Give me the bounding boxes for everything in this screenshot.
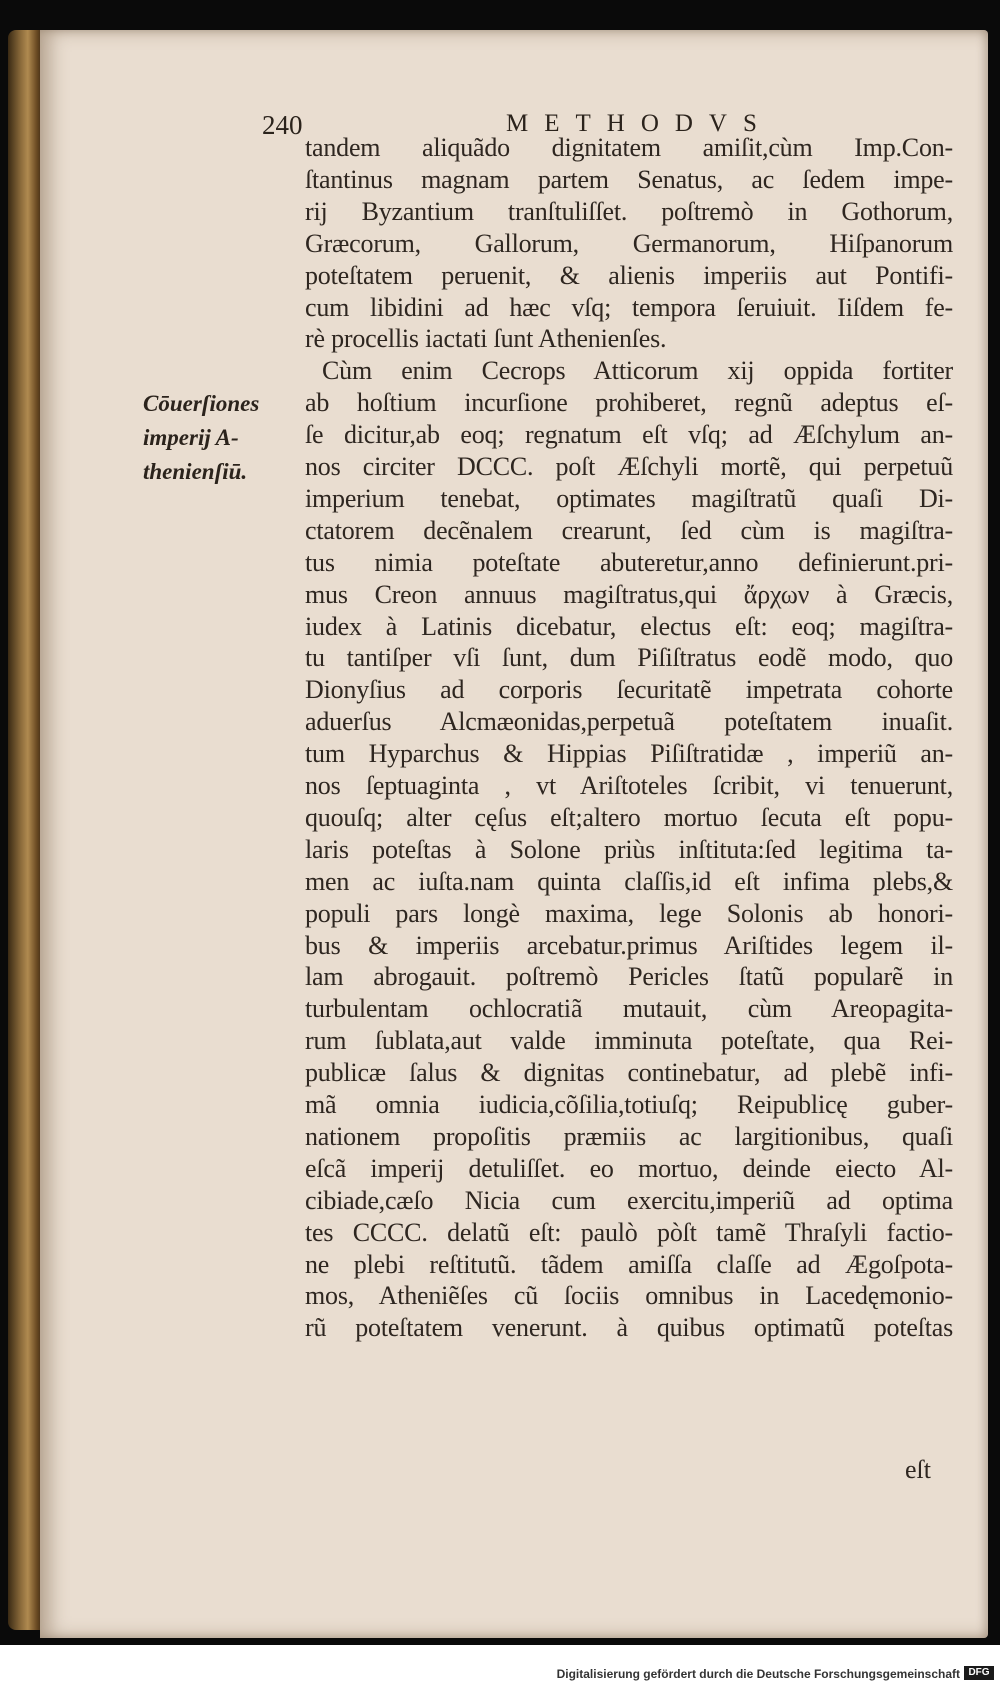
marginal-note-line: imperij A- xyxy=(143,425,239,450)
text-line: Cùm enim Cecrops Atticorum xij oppida fortiter xyxy=(322,356,953,386)
text-line: aduerſus Alcmæonidas,perpetuã poteſtatem inuaſit. xyxy=(305,707,953,737)
text-line: publicæ ſalus & dignitas continebatur, ad plebẽ infi- xyxy=(305,1058,953,1088)
text-line: cum libidini ad hæc vſq; tempora ſeruiuit. Iiſdem fe- xyxy=(305,292,953,322)
text-line: ne plebi reſtitutũ. tãdem amiſſa claſſe ad Ægoſpota- xyxy=(305,1249,953,1279)
text-line: tus nimia poteſtate abuteretur,anno definierunt.pri- xyxy=(305,547,953,577)
text-line: eſcã imperij detuliſſet. eo mortuo, deinde eiecto Al- xyxy=(305,1153,953,1183)
text-line: men ac iuſta.nam quinta claſſis,id eſt infima plebs,& xyxy=(305,866,953,896)
text-line: poteſtatem peruenit, & alienis imperiis aut Pontifi- xyxy=(305,260,953,290)
footer-bar xyxy=(0,1645,1000,1685)
text-line: Dionyſius ad corporis ſecuritatẽ impetrata cohorte xyxy=(305,675,953,705)
text-line: rum ſublata,aut valde imminuta poteſtate, qua Rei- xyxy=(305,1026,953,1056)
dfg-logo: DFG xyxy=(964,1666,994,1680)
text-line: imperium tenebat, optimates magiſtratũ quaſi Di- xyxy=(305,483,953,513)
text-line: nos ſeptuaginta , vt Ariſtoteles ſcribit, vi tenuerunt, xyxy=(305,771,953,800)
text-line: laris poteſtas à Solone priùs inſtituta:ſed legitima ta- xyxy=(305,834,953,864)
text-line: populi pars longè maxima, lege Solonis ab honori- xyxy=(305,898,953,928)
text-line: mã omnia iudicia,cõſilia,totiuſq; Reipublicę guber- xyxy=(305,1090,953,1119)
funding-credit: Digitalisierung gefördert durch die Deutsche Forschungsgemeinschaft xyxy=(556,1667,960,1681)
text-line: nos circiter DCCC. poſt Æſchyli mortẽ, qui perpetuũ xyxy=(305,452,953,481)
text-line: quouſq; alter cęſus eſt;altero mortuo ſecuta eſt popu- xyxy=(305,802,953,832)
text-line: iudex à Latinis dicebatur, electus eſt: eoq; magiſtra- xyxy=(305,611,953,641)
page-number: 240 xyxy=(262,110,303,140)
text-line: rè procellis iactati ſunt Athenienſes. xyxy=(305,324,667,354)
text-line: ab hoſtium incurſione prohiberet, regnũ adeptus eſ- xyxy=(305,388,953,418)
text-line: bus & imperiis arcebatur.primus Ariſtides legem il- xyxy=(305,930,953,960)
running-title: METHODVS xyxy=(506,110,773,137)
text-line: mos, Atheniẽſes cũ ſociis omnibus in Lacedęmonio- xyxy=(305,1281,953,1311)
text-line: tu tantiſper vſi ſunt, dum Piſiſtratus eodẽ modo, quo xyxy=(305,643,953,673)
text-line: turbulentam ochlocratiã mutauit, cùm Areopagita- xyxy=(305,994,953,1024)
text-line: cibiade,cæſo Nicia cum exercitu,imperiũ ad optima xyxy=(305,1185,953,1215)
text-line: tum Hyparchus & Hippias Piſiſtratidæ , imperiũ an- xyxy=(305,739,953,769)
marginal-note-line: Cōuerſiones xyxy=(143,391,260,416)
catchword: eſt xyxy=(905,1455,931,1484)
text-line: rũ poteſtatem venerunt. à quibus optimatũ poteſtas xyxy=(305,1313,953,1343)
text-line: lam abrogauit. poſtremò Pericles ſtatũ popularẽ in xyxy=(305,962,953,992)
text-line: nationem propoſitis præmiis ac largitionibus, quaſi xyxy=(305,1121,953,1151)
text-line: tes CCCC. delatũ eſt: paulò pòſt tamẽ Thraſyli factio- xyxy=(305,1217,953,1247)
text-line: ſe dicitur,ab eoq; regnatum eſt vſq; ad Æſchylum an- xyxy=(305,420,953,450)
text-line: mus Creon annuus magiſtratus,qui ἄρχων à Græcis, xyxy=(305,579,953,609)
text-line: rij Byzantium tranſtuliſſet. poſtremò in Gothorum, xyxy=(305,196,953,226)
text-line: ctatorem decẽnalem crearunt, ſed cùm is magiſtra- xyxy=(305,515,953,545)
text-line: tandem aliquãdo dignitatem amiſit,cùm Imp.Con- xyxy=(305,133,953,162)
text-line: Græcorum, Gallorum, Germanorum, Hiſpanorum xyxy=(305,228,953,258)
marginal-note-line: thenienſiū. xyxy=(143,459,248,484)
text-line: ſtantinus magnam partem Senatus, ac ſedem impe- xyxy=(305,164,953,194)
